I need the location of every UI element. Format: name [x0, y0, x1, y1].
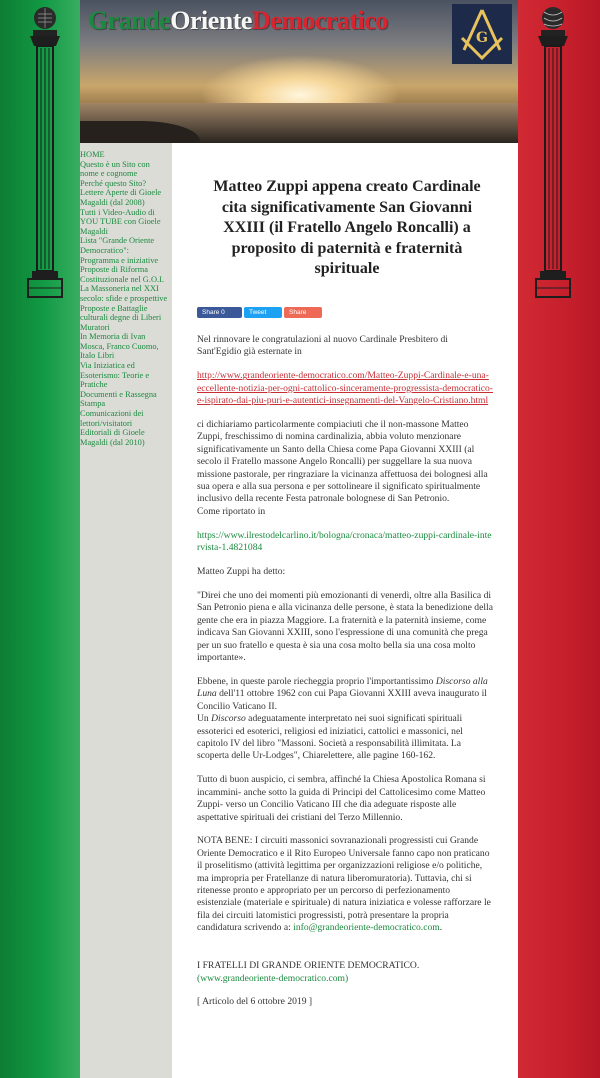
site-title-part-2: Oriente: [170, 6, 252, 35]
site-title-part-1: Grande: [88, 6, 171, 35]
sidebar-item[interactable]: [80, 361, 172, 390]
sidebar-item[interactable]: [80, 150, 172, 160]
sidebar-item[interactable]: [80, 409, 172, 428]
sidebar-item[interactable]: [80, 284, 172, 303]
email-link[interactable]: info@grandeoriente-democratico.com: [293, 922, 440, 934]
sidebar-item-link[interactable]: Tutti i Video-Audio di YOU TUBE con Gioele Magaldi: [80, 207, 161, 236]
sidebar-item[interactable]: [80, 304, 172, 333]
nav-list: [80, 143, 172, 447]
p4-text-a: Ebbene, in queste parole riecheggia proprio l'importantissimo: [197, 675, 436, 687]
sidebar-item[interactable]: [80, 390, 172, 409]
p4-text-c: Un: [197, 713, 212, 725]
sidebar-item[interactable]: [80, 428, 172, 447]
sidebar-item-link[interactable]: HOME: [80, 150, 105, 159]
site-header: [80, 0, 518, 143]
p4-em-discorso-luna: Discorso alla Luna: [197, 675, 488, 700]
sidebar-item[interactable]: [80, 332, 172, 361]
sidebar-item[interactable]: [80, 265, 172, 284]
paragraph-come-riportato: Come riportato in: [197, 505, 266, 517]
paragraph-zuppi-ha-detto: Matteo Zuppi ha detto:: [197, 566, 286, 578]
p4-text-b: dell'11 ottobre 1962 con cui Papa Giovanni XXIII aveva inaugurato il Concilio Vaticano II.: [197, 688, 487, 712]
sidebar-item-link[interactable]: Comunicazioni dei lettori/visitatori: [80, 409, 144, 428]
article-link-zuppi-cardinale[interactable]: http://www.grandeoriente-democratico.com/Matteo-Zuppi-Cardinale-e-una-eccellente-notizia-per-ogni-cattolico-sinceramente-progressista-democratico-e-ispirato-dai-piu-puri-e-autentici-insegnamenti-del-Vangelo-Cristiano.html: [197, 370, 493, 407]
site-link[interactable]: (www.grandeoriente-democratico.com): [197, 972, 349, 984]
main-content: [172, 143, 518, 1078]
sidebar-item[interactable]: [80, 160, 172, 179]
left-column-icon: [20, 4, 70, 304]
tweet-button[interactable]: Tweet: [244, 307, 282, 318]
signature: I FRATELLI DI GRANDE ORIENTE DEMOCRATICO.: [197, 960, 420, 972]
email-suffix: .: [439, 922, 443, 934]
article-date: [ Articolo del 6 ottobre 2019 ]: [197, 996, 313, 1008]
sidebar-item-link[interactable]: Questo è un Sito con nome e cognome: [80, 159, 150, 179]
right-column-icon: [528, 4, 578, 304]
sidebar-item[interactable]: [80, 188, 172, 207]
sidebar-item-link[interactable]: Lista "Grande Oriente Democratico": Programma e iniziative: [80, 236, 159, 265]
paragraph-quote: "Direi che uno dei momenti più emozionanti di venerdì, oltre alla Basilica di San Petronio piena e alla vicinanza delle persone, è stata la benedizione della gente che era in piazza Maggiore. La fraternità e la paternità insieme, come indicava San Giovanni XXIII, sono l'espressione di una comunità che prega per un suo fratello e questa è sia una cosa molto bella sia una cosa molto importante».: [197, 590, 493, 664]
sidebar-item-link[interactable]: Via Iniziatica ed Esoterismo: Teorie e Pratiche: [80, 361, 150, 390]
p4-text-d: adeguatamente interpretato nei suoi significati spirituali essoterici ed esoterici, religiosi ed iniziatici, cattolici e massonici, nel capitolo IV del libro "Massoni. Società a responsabilità illimitata. La scoperta delle Ur-Lodges", Chiarelettere, alle pagine 160-162.: [197, 713, 463, 762]
paragraph-nota-bene: [197, 835, 493, 934]
paragraph-discorso-luna: [197, 676, 493, 713]
paragraph-discorso-interpretato: [197, 713, 493, 763]
paragraph-intro: Nel rinnovare le congratulazioni al nuovo Cardinale Presbitero di Sant'Egidio già esternate in: [197, 334, 448, 358]
site-title-part-3: Democratico: [251, 6, 388, 35]
sidebar-item[interactable]: [80, 208, 172, 237]
article-title: Matteo Zuppi appena creato Cardinale cita significativamente San Giovanni XXIII (il Fratello Angelo Roncalli) a proposito di paternità e fraternità spirituale: [213, 178, 481, 277]
sidebar-item-link[interactable]: Documenti e Rassegna Stampa: [80, 389, 157, 409]
square-compass-emblem-icon: [452, 4, 512, 64]
sidebar-item[interactable]: [80, 179, 172, 189]
svg-text:G: G: [476, 30, 488, 46]
paragraph-buon-auspicio: Tutto di buon auspicio, ci sembra, affinché la Chiesa Apostolica Romana si incammini- anche sotto la guida di Principi del Cattolicesimo come Matteo Zuppi- verso un Concilio Vaticano III che dia adeguate risposte alle aspettative spirituali dei cristiani del Terzo Millennio.: [197, 774, 486, 823]
sidebar-item-link[interactable]: In Memoria di Ivan Mosca, Franco Cuomo, Italo Libri: [80, 332, 159, 361]
site-title[interactable]: [88, 6, 388, 36]
sidebar-item[interactable]: [80, 236, 172, 265]
sidebar-item-link[interactable]: Proposte e Battaglie culturali degne di Liberi Muratori: [80, 303, 162, 332]
sidebar-nav: [80, 143, 172, 1078]
sidebar-item-link[interactable]: Lettere Aperte di Gioele Magaldi (dal 2008): [80, 188, 162, 207]
share-button[interactable]: Share: [284, 307, 322, 318]
sidebar-item-link[interactable]: Perché questo Sito?: [80, 178, 147, 188]
article-link-resto-del-carlino[interactable]: https://www.ilrestodelcarlino.it/bologna/cronaca/matteo-zuppi-cardinale-intervista-1.4821084: [197, 529, 492, 554]
sidebar-item-link[interactable]: La Massoneria nel XXI secolo: sfide e prospettive: [80, 284, 168, 303]
paragraph-compiaciuti: ci dichiariamo particolarmente compiaciuti che il non-massone Matteo Zuppi, freschissimo di nomina cardinalizia, abbia voluto menzionare significativamente un Santo della Chiesa come Papa Giovanni XXIII (al secolo il Fratello massone Angelo Roncalli) per suggellare la sua nuova missione pastorale, per ringraziare la vicinanza affettuosa dei bolognesi alla sua opera e alla sua persona e per sottolineare il significato spiritualmente inclusivo della recente Festa patronale bolognese di San Petronio.: [197, 419, 488, 505]
sidebar-item-link[interactable]: Editoriali di Gioele Magaldi (dal 2010): [80, 428, 145, 447]
sidebar-item-link[interactable]: Proposte di Riforma Costituzionale nel G.O.I.: [80, 265, 164, 284]
facebook-share-button[interactable]: Share 0: [197, 307, 242, 318]
p4-em-discorso: Discorso: [211, 713, 246, 725]
article-body: [197, 334, 493, 1020]
nota-bene-text: NOTA BENE: I circuiti massonici sovranazionali progressisti cui Grande Oriente Democratico e il Rito Europeo Universale fanno capo non praticano il proselitismo (attività legittima per organizzazioni religiose e/o politiche, ma impropria per Fratellanze di natura liberomuratoria). Tuttavia, chi si ritenesse pronto e appropriato per un percorso di perfezionamento esistenziale (materiale e spirituale) di natura iniziatica e volesse rafforzare le fila dei circuiti latomistici progressisti, potrà presentare la propria candidatura scrivendo a:: [197, 835, 491, 934]
